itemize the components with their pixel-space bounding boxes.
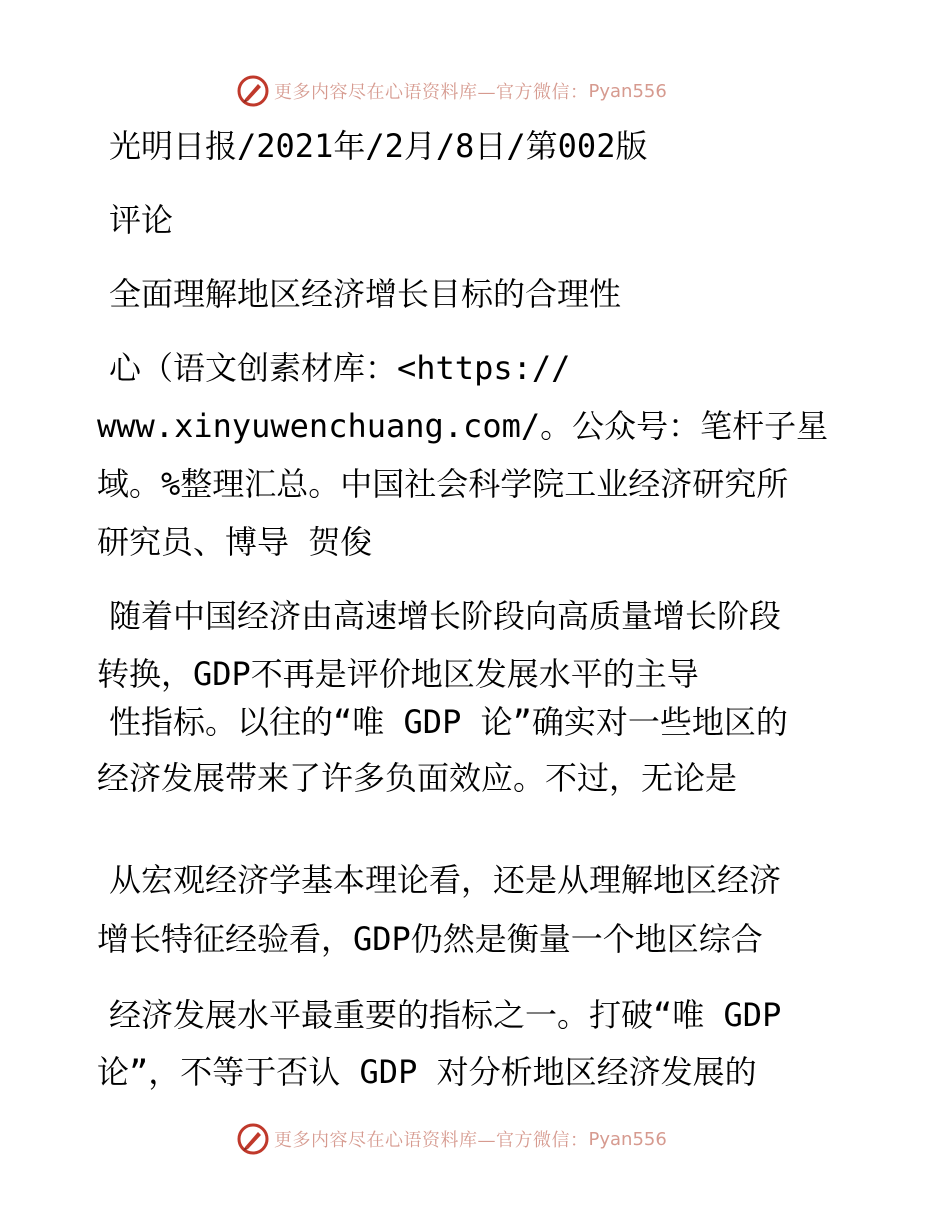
author-line-2: www.xinyuwenchuang.com/。公众号：笔杆子星 bbox=[97, 407, 829, 445]
watermark-text: 更多内容尽在心语资料库—官方微信： bbox=[274, 82, 589, 103]
paragraph-line: 随着中国经济由高速增长阶段向高质量增长阶段 bbox=[109, 597, 782, 635]
source-line: 光明日报/2021年/2月/8日/第002版 bbox=[109, 127, 648, 165]
watermark-wechat-id: Pyan556 bbox=[588, 1128, 667, 1150]
author-line-3: 域。%整理汇总。中国社会科学院工业经济研究所 bbox=[97, 465, 789, 503]
paragraph-line: 论”，不等于否认 GDP 对分析地区经济发展的 bbox=[97, 1053, 757, 1091]
watermark-text: 更多内容尽在心语资料库—官方微信： bbox=[274, 1130, 589, 1151]
watermark-footer bbox=[236, 1122, 667, 1156]
pen-logo-icon bbox=[236, 74, 270, 108]
section-label: 评论 bbox=[109, 201, 174, 239]
paragraph-line: 经济发展水平最重要的指标之一。打破“唯 GDP bbox=[109, 996, 782, 1034]
author-line-1: 心（语文创素材库：<https:// bbox=[109, 349, 571, 387]
paragraph-line: 性指标。以往的“唯 GDP 论”确实对一些地区的 bbox=[109, 703, 788, 741]
watermark-wechat-id: Pyan556 bbox=[588, 80, 667, 102]
article-title: 全面理解地区经济增长目标的合理性 bbox=[109, 275, 622, 313]
paragraph-line: 增长特征经验看，GDP仍然是衡量一个地区综合 bbox=[97, 920, 763, 958]
paragraph-line: 从宏观经济学基本理论看，还是从理解地区经济 bbox=[109, 861, 782, 899]
watermark-header bbox=[236, 74, 667, 108]
paragraph-line: 转换，GDP不再是评价地区发展水平的主导 bbox=[97, 655, 699, 693]
pen-logo-icon bbox=[236, 1122, 270, 1156]
author-line-4: 研究员、博导 贺俊 bbox=[97, 523, 373, 561]
paragraph-line: 经济发展带来了许多负面效应。不过，无论是 bbox=[97, 759, 738, 797]
